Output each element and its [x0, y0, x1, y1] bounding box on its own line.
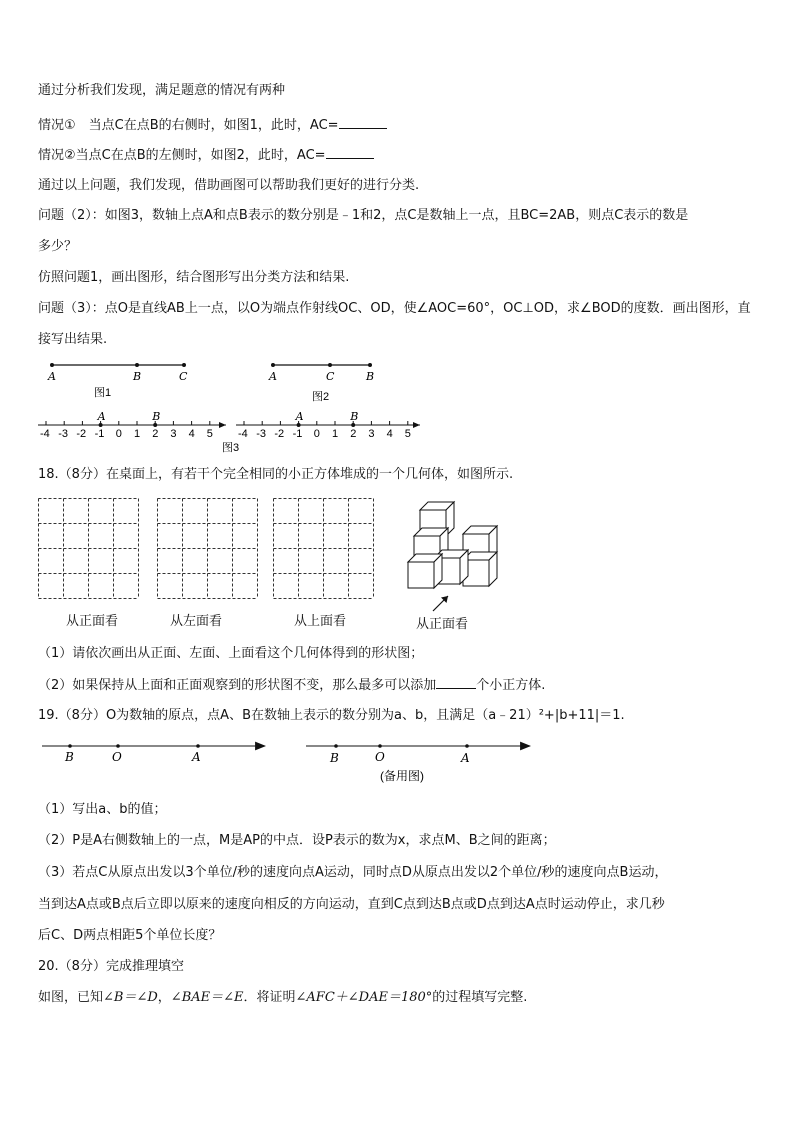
- q19-axis-1-point-o: [116, 744, 120, 748]
- q19-axis-2-label-b: B: [330, 751, 339, 765]
- q19-axis-2-label-o: O: [375, 750, 385, 764]
- figure-3-point-a: [99, 423, 103, 427]
- q19-axis-2-caption: (备用图): [380, 769, 424, 783]
- figure-3-tick-label: -2: [274, 428, 285, 440]
- figure-3-tick-label: 2: [152, 428, 159, 440]
- figure-3-tick-label: -4: [238, 428, 248, 440]
- q19-sub-3-line-3: 后C、D两点相距5个单位长度？: [38, 928, 222, 943]
- grid-caption-front: 从正面看: [66, 614, 119, 629]
- q20-body: [38, 989, 764, 1007]
- figure-2-point-b: [368, 363, 372, 367]
- q19-title: 19.（8分）O为数轴的原点，点A、B在数轴上表示的数分别为a、b，且满足（a﹣21）²+|b+11|＝1.: [38, 708, 625, 723]
- figure-3-point-label: A: [97, 410, 106, 423]
- figure-1-label-c: C: [179, 370, 188, 383]
- figure-3-point-b: [351, 423, 355, 427]
- figure-3-point-a: [297, 423, 301, 427]
- q19-axis-2-point-a: [465, 744, 469, 748]
- q18-title: 18.（8分）在桌面上，有若干个完全相同的小正方体堆成的一个几何体，如图所示.: [38, 467, 514, 482]
- case-1-text: 情况① 当点C在点B的右侧时，如图1，此时，AC=: [38, 118, 339, 133]
- q19-sub-2: （2）P是A右侧数轴上的一点，M是AP的中点．设P表示的数为x，求点M、B之间的距离；: [38, 833, 556, 848]
- intro-line-1: 通过分析我们发现，满足题意的情况有两种: [38, 83, 286, 98]
- figure-3-tick-label: 4: [386, 428, 393, 440]
- front-view-grid: [38, 498, 139, 599]
- q19-sub-3-line-2: 当到达A点或B点后立即以原来的速度向相反的方向运动，直到C点到达B点或D点到达A点时运动停止，求几秒: [38, 897, 665, 912]
- intro-line-4: 通过以上问题，我们发现，借助画图可以帮助我们更好的进行分类.: [38, 178, 420, 193]
- figure-3-tick-label: 1: [332, 428, 339, 440]
- q18-sub-1: （1）请依次画出从正面、左面、上面看这个几何体得到的形状图；: [38, 646, 424, 661]
- q20-body-suffix: 的过程填写完整.: [432, 990, 528, 1005]
- figure-3-tick-label: 4: [188, 428, 195, 440]
- figure-2-label-b: B: [366, 370, 375, 383]
- q20-goal: ∠AFC＋∠DAE＝180°: [295, 990, 433, 1005]
- q19-axis-1-label-a: A: [192, 750, 201, 764]
- figure-3-point-label: B: [152, 410, 161, 423]
- q19-sub-1: （1）写出a、b的值；: [38, 802, 167, 817]
- figure-3-tick-label: -1: [94, 428, 105, 440]
- figure-3-point-label: A: [295, 410, 304, 423]
- q19-axis-1-label-o: O: [112, 750, 122, 764]
- figure-3-tick-label: 1: [134, 428, 141, 440]
- question-3-line-1: 问题（3）：点O是直线AB上一点，以O为端点作射线OC、OD，使∠AOC=60°，OC⊥OD，求∠BOD的度数．画出图形，直: [38, 301, 751, 316]
- question-2-line-1: 问题（2）：如图3，数轴上点A和点B表示的数分别是﹣1和2，点C是数轴上一点，且BC=2AB，则点C表示的数是: [38, 208, 689, 223]
- q19-axis-2-point-b: [334, 744, 338, 748]
- left-view-grid: [157, 498, 258, 599]
- figure-1-point-a: [50, 363, 54, 367]
- figure-3-tick-label: 3: [170, 428, 177, 440]
- q18-sub-2: [38, 676, 764, 695]
- q18-sub-2-text: （2）如果保持从上面和正面观察到的形状图不变，那么最多可以添加: [38, 678, 437, 693]
- figure-3-tick-label: 0: [313, 428, 320, 440]
- q18-sub-2-suffix: 个小正方体.: [476, 678, 546, 693]
- question-2-line-2: 多少？: [38, 239, 78, 254]
- figure-3-point-label: B: [350, 410, 359, 423]
- case-2-text: 情况②当点C在点B的左侧时，如图2，此时，AC=: [38, 148, 326, 163]
- q19-axis-1-point-b: [68, 744, 72, 748]
- grid-caption-top: 从上面看: [294, 614, 347, 629]
- q18-sub-2-blank: [436, 676, 476, 689]
- solid-caption: 从正面看: [416, 617, 469, 632]
- figure-1-point-b: [135, 363, 139, 367]
- figure-3-tick-label: 3: [368, 428, 375, 440]
- figure-2-point-a: [271, 363, 275, 367]
- figure-3-axis-arrow: [413, 422, 420, 428]
- q19-axis-2: [306, 744, 530, 783]
- q19-axis-1-point-a: [196, 744, 200, 748]
- figure-3-tick-label: 0: [115, 428, 122, 440]
- figure-3-caption: 图3: [222, 442, 240, 454]
- grid-caption-left: 从左面看: [170, 614, 223, 629]
- figure-3-tick-label: 5: [404, 428, 411, 440]
- figure-3-tick-label: -1: [292, 428, 303, 440]
- q19-axis-2-point-o: [378, 744, 382, 748]
- small-cube: [408, 554, 442, 588]
- cube-solid-figure: [400, 496, 510, 626]
- figure-1: [47, 363, 188, 399]
- top-view-grid: [273, 498, 374, 599]
- figure-2-label-c: C: [326, 370, 335, 383]
- q19-axes: [0, 730, 794, 790]
- figure-3-tick-label: 5: [206, 428, 213, 440]
- q20-condition-2: ∠BAE＝∠E: [170, 990, 244, 1005]
- q19-axis-1: [42, 744, 265, 764]
- q20-separator: ，: [157, 990, 171, 1005]
- figure-1-caption: 图1: [94, 387, 112, 399]
- figure-3-tick-label: -3: [256, 428, 266, 440]
- figure-2-label-a: A: [269, 370, 277, 383]
- imitate-line: 仿照问题1，画出图形，结合图形写出分类方法和结果.: [38, 270, 350, 285]
- figure-1-label-b: B: [133, 370, 142, 383]
- q19-axis-1-label-b: B: [65, 750, 74, 764]
- question-3-line-2: 接写出结果.: [38, 332, 108, 347]
- figure-3-tick-label: 2: [350, 428, 357, 440]
- figure-1-label-a: A: [48, 370, 56, 383]
- figure-1-point-c: [182, 363, 186, 367]
- figure-3-axis-arrow: [219, 422, 226, 428]
- q19-axis-2-label-a: A: [461, 751, 470, 765]
- q20-body-mid: ．将证明: [243, 990, 296, 1005]
- figure-2-caption: 图2: [312, 391, 330, 403]
- figure-3-tick-label: -2: [76, 428, 87, 440]
- figure-3: [38, 410, 420, 454]
- q20-condition-1: ∠B＝∠D: [103, 990, 158, 1005]
- figure-2: [268, 363, 374, 403]
- figure-2-point-c: [328, 363, 332, 367]
- figures-1-2: [0, 0, 794, 460]
- q19-sub-3-line-1: （3）若点C从原点出发以3个单位/秒的速度向点A运动，同时点D从原点出发以2个单位/秒的速度向点B运动，: [38, 865, 668, 880]
- q20-body-prefix: 如图，已知: [38, 990, 104, 1005]
- figure-3-tick-label: -3: [58, 428, 68, 440]
- q20-title: 20.（8分）完成推理填空: [38, 959, 184, 974]
- figure-3-point-b: [153, 423, 157, 427]
- figure-3-tick-label: -4: [40, 428, 50, 440]
